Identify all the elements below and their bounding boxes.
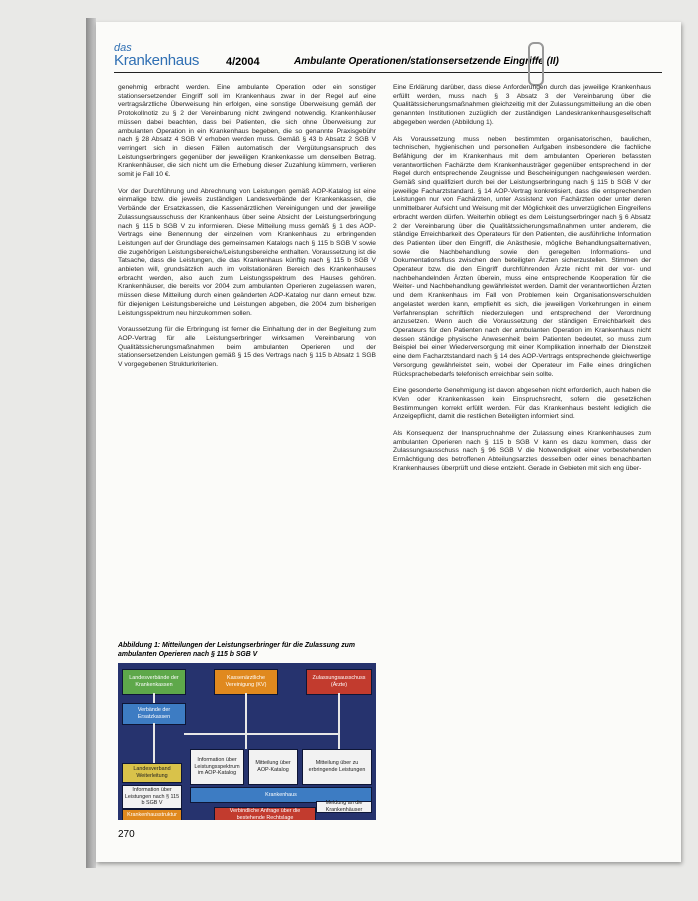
box-krankenhaus: Krankenhaus	[190, 787, 372, 803]
box-info-left: Information über Leistungsspektrum im AOP-Katalog	[190, 749, 244, 785]
binding-spine	[86, 18, 96, 868]
connector	[245, 693, 247, 749]
paragraph: Voraussetzung für die Erbringung ist ferner die Einhaltung der in der Begleitung zum AOP-Vertrag für alle Leistungserbringer wirksamen Vereinbarung von Qualitätssicherungsmaßnahmen beim ambulanten Operieren und der stationsersetzenden Leistungen gemäß § 15 des Vertrags nach § 115 b Absatz 1 SGB V vorgegebenen Strukturkriterien.	[118, 326, 376, 369]
box-left-lower: Information über Leistungen nach § 115 b SGB V	[122, 785, 182, 809]
box-info-mid: Mitteilung über AOP-Katalog	[248, 749, 298, 785]
paragraph: Als Konsequenz der Inanspruchnahme der Zulassung eines Krankenhauses zum ambulanten Operieren nach § 115 b SGB V kann es dazu kommen, dass der Zulassungsausschuss nach § 96 SGB V die Notwendigkeit einer vorbestehenden Ermächtigung des betroffenen Abteilungsarztes desselben oder eines benachbarten Krankenhauses überprüft und diese entzieht. Gerade in Gebieten mit sich eng über-	[393, 430, 651, 472]
paragraph: Vor der Durchführung und Abrechnung von Leistungen gemäß AOP-Katalog ist eine einmalige bzw. die jeweils zuständigen Landesverbände der Krankenkassen, die Verbände der Ersatzkassen, die Kassenärztlichen Vereinigungen und der jeweilige Zulassungsausschuss der Krankenhaus über seine Absicht der Leistungserbringung nach § 115 b SGB V zu informieren. Diese Mitteilung muss gemäß § 1 des AOP-Vertrags eine Benennung der einzelnen vom Krankenhaus zu erbringenden Leistungen auf der Grundlage des gemeinsamen Katalogs nach § 115 b SGB V sowie die zugehörigen Leistungsbereiche/Leistungsbereiche enthalten. Voraussetzung ist die Tatsache, dass die Leistungen, die das Krankenhaus künftig nach § 115 b SGB V anbieten will, grundsätzlich auch im vollstationären Bereich des Krankenhauses erbracht werden, also auch zum Leistungsspektrum des Hauses gehören. Krankenhäuser, die bereits vor 2004 zum ambulanten Operieren zugelassen waren, müssen diese Mitteilung durch einen geänderten AOP-Katalog nur dann erneut bzw. für diejenigen Leistungsbereiche und Leistungen abgeben, die 2004 zum bisherigen Leistungsspektrum neu hinzukommen sollen.	[118, 187, 376, 317]
logo-krankenhaus: Krankenhaus	[114, 52, 200, 69]
document-page	[96, 22, 681, 862]
box-info-right: Mitteilung über zu erbringende Leistungen	[302, 749, 372, 785]
running-title: Ambulante Operationen/stationsersetzende Eingriffe (II)	[294, 56, 559, 67]
paragraph: Als Voraussetzung muss neben bestimmten organisatorischen, baulichen, technischen, hygienischen und personellen Aufgaben insbesondere die fachliche Befähigung der im Krankenhaus mit dem ambulanten Operieren befassten verantwortlichen Fachärzte dem Krankenhausträger gegenüber entsprechend in der Regel durch entsprechende Zeugnisse und Bescheinigungen nachgewiesen werden. Gemäß sind qualifiziert durch bei der Leistungserbringung nach § 115 b SGB V der jeweilige Facharztstandard. § 14 AOP-Vertrag konkretisiert, dass die entsprechenden Leistungen nur von Fachärzten, unter Assistenz von Fachärzten oder unter deren unmittelbarer Aufsicht und Weisung mit der Möglichkeit des unverzüglichen Eingreifens erbracht werden dürfen. Weiterhin obliegt es dem Leistungserbringer nach § 6 Absatz 2 der Vereinbarung über die Qualitätssicherungsmaßnahmen unter anderem, die ständige Erreichbarkeit des Operateurs für den Patienten, die ausführliche Information des Patienten über den Eingriff, die Anästhesie, mögliche Behandlungsalternativen, sowie die Nachbehandlung sowie den geregelten Informations- und Dokumentationsfluss zwischen den beteiligten Ärzten sicherzustellen. Stimmen der Operateur bzw. die den Eingriff durchführenden Ärzte nicht mit der vor- und nachbehandelnden Ärzten überein, muss eine entsprechende Kooperation für die Weiter- und Nachbehandlung gewährleistet werden. Damit der verantwortlichen Ärzten und dem Krankenhaus im Fall von Problemen kein Organisationsverschulden angelastet werden kann, empfiehlt es sich, die jeweiligen Vorkehrungen in einem Verfahrensplan schriftlich niederzulegen und entsprechend der Verordnung anzusetzen. Wenn auch die Voraussetzung der ständigen Erreichbarkeit des Operateurs für den Patienten nach der ambulanten Operation im Krankenhaus nicht dessen ständige physische Anwesenheit beim Patienten bedeutet, so muss zum Beispiel bei einer Wiederversorgung mit einer Komplikation innerhalb der Dienstzeit eine dem Facharztstandard nach § 14 des AOP-Vertrags entsprechende gleichwertige Versorgung gewährleistet sein, wobei der Operateur im Falle eines dringlichen Rücksprachebedarfs telefonisch erreichbar sein sollte.	[393, 135, 651, 378]
box-bottom-left: Krankenhausstruktur	[122, 809, 182, 820]
left-column	[118, 84, 376, 378]
box-verband: Landesverband Weiterleitung	[122, 763, 182, 783]
connector	[184, 733, 338, 735]
box-zulassung: Zulassungsausschuss (Ärzte)	[306, 669, 372, 695]
box-meldung: Meldung an die Krankenhäuser	[316, 801, 372, 813]
box-landesverbaende: Landesverbände der Krankenkassen	[122, 669, 186, 695]
page-header	[114, 42, 662, 73]
paragraph: Eine gesonderte Genehmigung ist davon abgesehen nicht erforderlich, auch haben die KVen oder Krankenkassen kein Einspruchsrecht, sofern die gesetzlichen Bestimmungen korrekt erfüllt werden. Für das Krankenhaus besteht lediglich die Anzeigepflicht, damit die restlichen Beteiligten informiert sind.	[393, 387, 651, 421]
box-ersatzkassen: Verbände der Ersatzkassen	[122, 703, 186, 725]
paragraph: genehmig erbracht werden. Eine ambulante Operation oder ein sonstiger stationsersetzender Eingriff soll im Krankenhaus zwar in der Regel auf eine vertragsärztliche Überweisung hin erfolgen, eine sonstige Überweisung gemäß der Protokollnotiz zu § 2 der Vereinbarung nicht zwingend notwendig. Krankenhäuser müssen dabei beachten, dass bei Patienten, die sich ohne Überweisung zur ambulanten Operation in ein Krankenhaus begeben, die so genannte Praxisgebühr nach § 28 Absatz 4 SGB V erhoben werden muss. Gemäß § 43 b Absatz 2 SGB V verringert sich in diesen Fällen automatisch der Vergütungsanspruch des Leistungserbringers gegenüber der jeweiligen Krankenkasse um denselben Betrag. Krankenhäuser, die sich nicht um die Erhebung dieser Zuzahlung kümmern, verlieren somit je Fall 10 €.	[118, 84, 376, 179]
page-number: 270	[118, 829, 135, 840]
connector	[153, 723, 155, 763]
paperclip-icon	[528, 42, 544, 86]
issue-number: 4/2004	[226, 56, 260, 68]
paragraph: Eine Erklärung darüber, dass diese Anforderungen durch das jeweilige Krankenhaus erfüllt werden, muss nach § 3 Absatz 3 der Vereinbarung über die Qualitätssicherungsmaßnahmen gleichzeitig mit der Zulassungsmitteilung an die oben genannten Institutionen zuzüglich der zuständigen Landeskrankenhausgesellschaft abgegeben werden (Abbildung 1).	[393, 84, 651, 126]
figure-diagram	[118, 663, 376, 820]
connector	[338, 693, 340, 749]
box-kv: Kassenärztliche Vereinigung (KV)	[214, 669, 278, 695]
connector	[153, 693, 155, 703]
figure-title: Abbildung 1: Mitteilungen der Leistungserbringer für die Zulassung zum ambulanten Operieren nach § 115 b SGB V	[118, 642, 355, 658]
box-bottom-right: Verbindliche Anfrage über die bestehende Rechtslage	[214, 807, 316, 820]
logo-das: das	[114, 42, 132, 54]
right-column	[393, 84, 651, 482]
